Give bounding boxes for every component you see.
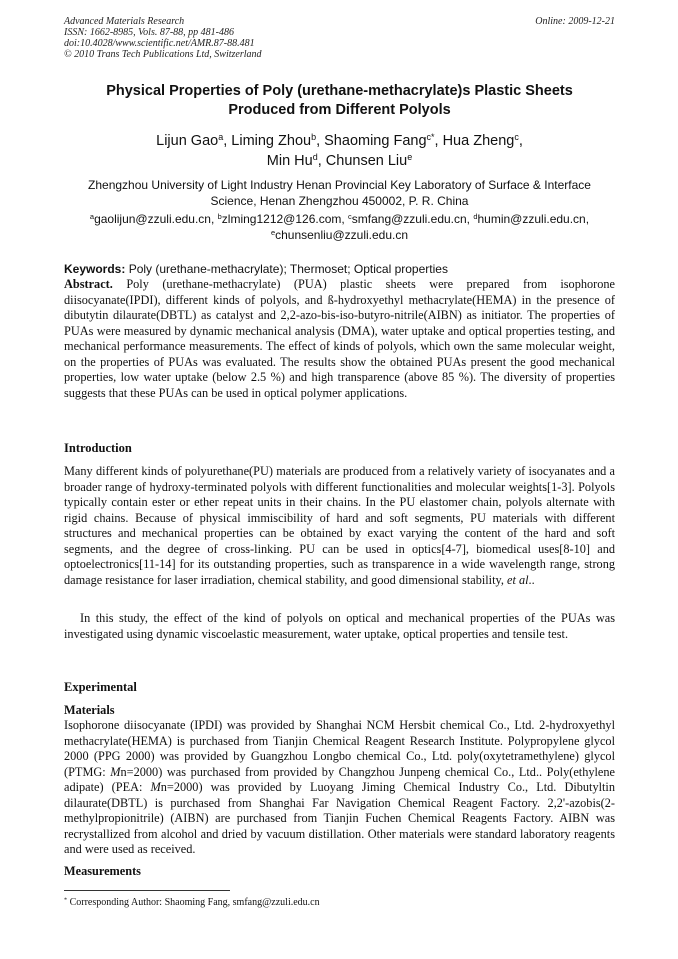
author-sup: c [514, 132, 519, 143]
doi-line: doi:10.4028/www.scientific.net/AMR.87-88.481 [64, 38, 255, 49]
affiliation-line-2: Science, Henan Zhengzhou 450002, P. R. China [210, 194, 469, 208]
keywords-line [64, 262, 615, 277]
author-name: Lijun Gao [156, 133, 219, 149]
footnote-mark: * [64, 896, 68, 904]
journal-name: Advanced Materials Research [64, 16, 185, 27]
author-sup: d [312, 152, 318, 163]
email-sup: c [348, 211, 352, 221]
email-list [64, 212, 615, 243]
email-link[interactable]: smfang@zzuli.edu.cn [351, 212, 467, 226]
author-name: Hua Zheng [442, 133, 515, 149]
email-sup: e [270, 227, 276, 237]
author-sep: , [316, 133, 325, 149]
email-sup: d [473, 211, 478, 221]
author-sep: , [317, 153, 326, 169]
author-sup: c* [426, 132, 435, 143]
author-name: Min Hu [266, 153, 313, 169]
affiliation [64, 177, 615, 209]
mn-symbol: M [150, 780, 161, 794]
introduction-paragraph-1 [64, 464, 615, 588]
abstract [64, 277, 615, 401]
author-sup: e [407, 152, 413, 163]
email-sup: a [89, 211, 95, 221]
materials-paragraph [64, 718, 615, 858]
introduction-heading: Introduction [64, 441, 132, 455]
intro-p1-etal: et al [507, 572, 529, 587]
title-line-1: Physical Properties of Poly (urethane-methacrylate)s Plastic Sheets [106, 83, 573, 99]
email-link[interactable]: gaolijun@zzuli.edu.cn [94, 212, 211, 226]
measurements-heading: Measurements [64, 864, 141, 878]
email-sep: , [466, 212, 474, 226]
author-name: Shaoming Fang [324, 133, 427, 149]
email-sep: , [210, 212, 218, 226]
email-sup: b [217, 211, 222, 221]
issn-line: ISSN: 1662-8985, Vols. 87-88, pp 481-486 [64, 27, 234, 38]
author-name: Liming Zhou [231, 133, 312, 149]
email-link[interactable]: humin@zzuli.edu.cn [477, 212, 586, 226]
abstract-label: Abstract. [64, 277, 113, 291]
author-line-1 [64, 131, 615, 151]
author-sep: , [518, 133, 523, 149]
introduction-paragraph-2: In this study, the effect of the kind of polyols on optical and mechanical properties of the PUAs was investigated using dynamic viscoelastic measurement, water uptake, optical properties and tensile test. [64, 611, 615, 641]
author-name: Chunsen Liu [325, 153, 408, 169]
paper-title [64, 82, 615, 120]
email-link[interactable]: chunsenliu@zzuli.edu.cn [275, 227, 409, 242]
affiliation-line-1: Zhengzhou University of Light Industry Henan Provincial Key Laboratory of Surface & Interface [88, 178, 591, 192]
keywords-label: Keywords: [64, 262, 126, 276]
footnote-text: Corresponding Author: Shaoming Fang, smfang@zzuli.edu.cn [69, 897, 320, 908]
email-line-2 [64, 228, 615, 244]
materials-heading: Materials [64, 703, 115, 717]
author-sup: a [218, 132, 224, 143]
materials-text-a: Isophorone diisocyanate (IPDI) was provided by Shanghai NCM Hersbit chemical Co., Ltd. 2-hydroxyethyl methacrylate(HEMA) is purchased from Tianjin Chemical Reagent Research Institute. Polypropylene glycol 2000 (PPG 2000) was provided by Guangzhou Longbo chemical Co., Ltd. poly(oxytetramethylene) glycol (PTMG: [64, 718, 615, 779]
copyright-line: © 2010 Trans Tech Publications Ltd, Switzerland [64, 49, 262, 60]
experimental-heading: Experimental [64, 680, 137, 694]
keywords-text: Poly (urethane-methacrylate); Thermoset; Optical properties [128, 262, 448, 276]
email-sep: , [585, 212, 590, 226]
running-header [64, 16, 615, 60]
abstract-text: Poly (urethane-methacrylate) (PUA) plastic sheets were prepared from isophorone diisocyanate(IPDI), different kinds of polyols, and ß-hydroxyethyl methacrylate(HEMA) in the presence of dibutytin dilaurate(DBTL) as catalyst and 2,2-azo-bis-iso-butyro-nitrile(AIBN) as initiator. The properties of PUAs were measured by dynamic mechanical analysis (DMA), water uptake and optical properties testing, and mechanical performance measurements. The effect of kinds of polyols, which own the same molecular weight, on the properties of PUAs was evaluated. The results show the obtained PUAs present the good mechanical properties, low water uptake (below 2.5 %) and high transparence (above 85 %). The diversity of properties suggests that these PUAs can be used in optical polymer applications. [64, 277, 616, 400]
intro-p1-text: Many different kinds of polyurethane(PU) materials are produced from a relatively variety of isocyanates and a broader range of hydroxy-terminated polyols with different functionalities and molecular weights[1-3]. Polyols typically contain ester or ether repeat units in their chains. In the PU elastomer chain, polyols alternate with rigid chains. Because of physical immiscibility of hard and soft segments, PU materials with different structures and mechanical properties can be obtained by exact varying the content of the hard and soft segments, and the degree of cross-linking. PU can be used in optics[4-7], biomedical uses[8-10] and optoelectronics[11-14] for its outstanding properties, such as transparence in a wide wavelength range, strong damage resistance for laser irradiation, chemical stability, and good dimensional stability, [64, 464, 615, 587]
footnote [64, 897, 615, 909]
footnote-divider [64, 890, 230, 891]
title-line-2: Produced from Different Polyols [228, 102, 451, 118]
author-sep: , [434, 133, 443, 149]
materials-text-c: n=2000) was provided by Luoyang Jiming Chemical Industry Co., Ltd. Dibutyltin dilaurate(DBTL) is purchased from Shanghai Far Navigation Chemical Reagent Factory. 2,2'-azobis(2-methylpropionitrile) (AIBN) are purchased from Tianjin Fuchen Chemical Reagents Factory. AIBN was recrystallized from alcohol and dried by vacuum distillation. Other materials were standard laboratory reagents and were used as received. [64, 780, 615, 856]
author-sup: b [311, 132, 317, 143]
author-line-2 [64, 151, 615, 171]
materials-text-b: n=2000) was purchased from provided by Changzhou Junpeng chemical Co., Ltd.. Poly(ethylene adipate) (PEA: [64, 764, 615, 794]
author-list [64, 131, 615, 171]
online-date: Online: 2009-12-21 [535, 16, 615, 27]
author-sep: , [223, 133, 232, 149]
mn-symbol: M [110, 764, 121, 779]
intro-p1-end: .. [528, 572, 535, 587]
email-sep: , [341, 212, 349, 226]
email-link[interactable]: zlming1212@126.com [221, 212, 342, 226]
email-line-1 [64, 212, 615, 228]
